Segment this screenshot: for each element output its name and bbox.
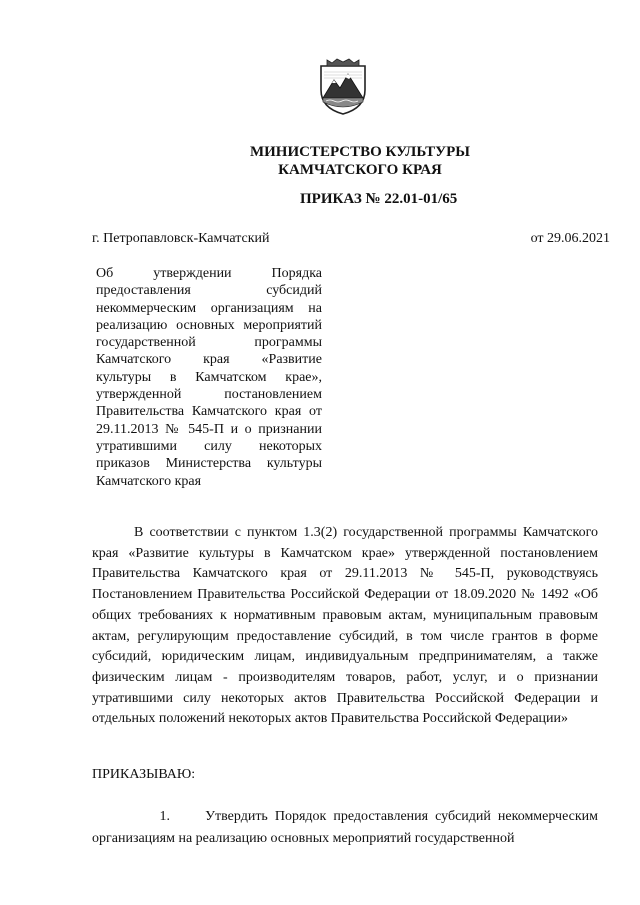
preamble-paragraph: В соответствии с пунктом 1.3(2) государственной программы Камчатского края «Развитие культуры в Камчатском крае» утвержденной постановлением Правительства Камчатского края от 29.11.2013 № 545-П, руководствуясь Постановлением Правительства Российской Федерации от 18.09.2020 № 1492 «Об общих требованиях к нормативным правовым актам, муниципальным правовым актам, регулирующим предоставление субсидий, в том числе грантов в форме субсидий, юридическим лицам, индивидуальным предпринимателям, а также физическим лицам - производителям товаров, работ, услуг, и о признании утратившими силу некоторых актов Правительства Российской Федерации и отдельных положений некоторых актов Правительства Российской Федерации» — [92, 525, 598, 727]
ministry-name-line2: КАМЧАТСКОГО КРАЯ — [278, 162, 442, 178]
decree-word: ПРИКАЗЫВАЮ: — [92, 767, 196, 782]
order-date: от 29.06.2021 — [530, 231, 610, 246]
list-item-number: 1. — [159, 809, 170, 824]
ministry-name — [230, 143, 490, 179]
order-number: ПРИКАЗ № 22.01-01/65 — [300, 191, 458, 207]
ministry-name-line1: МИНИСТЕРСТВО КУЛЬТУРЫ — [249, 144, 471, 160]
list-item — [92, 806, 598, 850]
order-subject: Об утверждении Порядка предоставления субсидий некоммерческим организациям на реализацию основных мероприятий государственной программы Камчатского края «Развитие культуры в Камчатском крае», утвержденной постановлением Правительства Камчатского края от 29.11.2013 № 545-П и о признании утратившими силу некоторых приказов Министерства культуры Камчатского края — [96, 266, 322, 489]
kamchatka-coat-of-arms-icon — [318, 58, 368, 116]
place-of-issue: г. Петропавловск-Камчатский — [92, 231, 270, 246]
list-item-text: Утвердить Порядок предоставления субсидий некоммерческим организациям на реализацию основных мероприятий государственной — [92, 809, 598, 846]
